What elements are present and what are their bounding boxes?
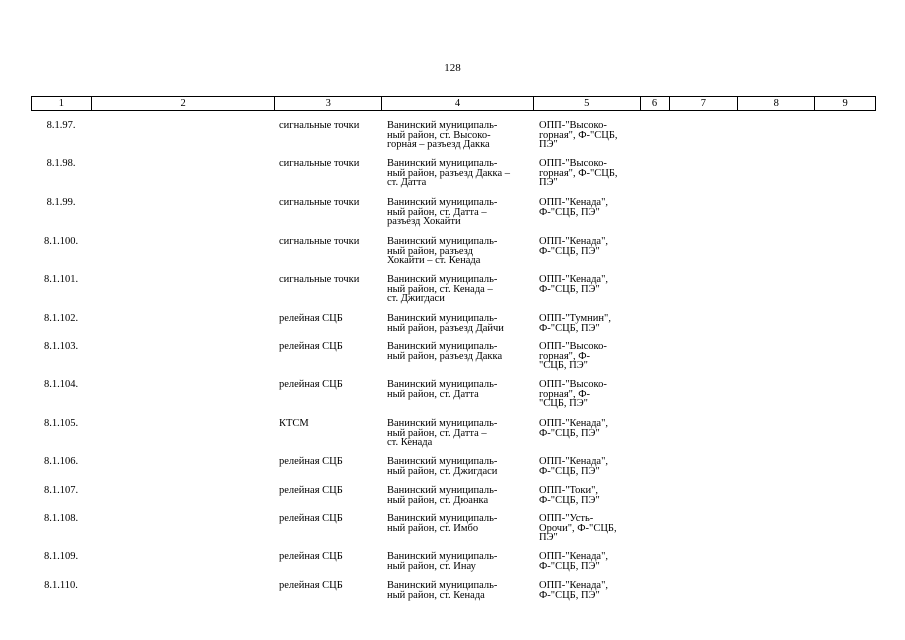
location-line: ный район, ст. Датта – <box>387 206 487 218</box>
organization-line: ОПП-"Высоко- <box>539 158 607 169</box>
organization <box>539 419 639 438</box>
location <box>387 486 535 505</box>
row-number: 8.1.101. <box>43 274 79 285</box>
row-number: 8.1.100. <box>43 236 79 247</box>
location <box>387 419 535 448</box>
organization-line: ОПП-"Кенада", <box>539 418 608 429</box>
location-line: ст. Датта <box>387 177 427 189</box>
row-number: 8.1.104. <box>43 379 79 390</box>
row-number: 8.1.99. <box>46 197 76 208</box>
location <box>387 198 535 227</box>
object-type: релейная СЦБ <box>279 313 343 324</box>
organization-line: ОПП-"Кенада", <box>539 551 608 562</box>
header-col-3: 3 <box>275 97 382 110</box>
organization-line: ПЭ" <box>539 532 558 544</box>
organization <box>539 552 639 571</box>
location <box>387 159 535 188</box>
organization-line: ОПП-"Высоко- <box>539 341 607 352</box>
table-header <box>31 96 876 111</box>
organization-line: Ф-"СЦБ, ПЭ" <box>539 322 600 334</box>
location-line: Ванинский муниципаль- <box>387 274 498 285</box>
organization-line: Ф-"СЦБ, ПЭ" <box>539 465 600 477</box>
location-line: Ванинский муниципаль- <box>387 551 498 562</box>
organization-line: ОПП-"Усть- <box>539 513 594 524</box>
header-col-8: 8 <box>738 97 815 110</box>
header-col-9: 9 <box>842 98 848 109</box>
location <box>387 237 535 266</box>
row-number: 8.1.107. <box>43 485 79 496</box>
location-line: Ванинский муниципаль- <box>387 313 498 324</box>
object-type: сигнальные точки <box>279 158 360 169</box>
location <box>387 457 535 476</box>
location <box>387 121 535 150</box>
row-number: 8.1.103. <box>43 341 79 352</box>
organization-line: Ф-"СЦБ, ПЭ" <box>539 560 600 572</box>
object-type: релейная СЦБ <box>279 580 343 591</box>
location-line: Ванинский муниципаль- <box>387 197 498 208</box>
organization <box>539 514 639 543</box>
location-line: ный район, ст. Дюанка <box>387 494 489 506</box>
location-line: Ванинский муниципаль- <box>387 456 498 467</box>
organization-line: ОПП-"Высоко- <box>539 120 607 131</box>
organization <box>539 486 639 505</box>
location-line: Ванинский муниципаль- <box>387 120 498 131</box>
location-line: ный район, ст. Датта – <box>387 427 487 439</box>
organization-line: Ф-"СЦБ, ПЭ" <box>539 283 600 295</box>
organization <box>539 581 639 600</box>
organization-line: Ф-"СЦБ, ПЭ" <box>539 494 600 506</box>
location <box>387 314 535 333</box>
object-type: релейная СЦБ <box>279 485 343 496</box>
location-line: ный район, ст. Инау <box>387 560 476 572</box>
location-line: разъезд Хокайти <box>387 216 461 228</box>
header-col-5: 5 <box>534 97 641 110</box>
location-line: Ванинский муниципаль- <box>387 485 498 496</box>
location-line: ный район, ст. Высоко- <box>387 129 491 141</box>
organization-line: Ф-"СЦБ, ПЭ" <box>539 589 600 601</box>
object-type: релейная СЦБ <box>279 341 343 352</box>
location <box>387 275 535 304</box>
organization-line: Орочи", Ф-"СЦБ, <box>539 522 617 534</box>
organization <box>539 159 639 188</box>
row-number: 8.1.110. <box>44 580 78 591</box>
header-col-1: 1 <box>32 97 92 110</box>
object-type: сигнальные точки <box>279 120 360 131</box>
location-line: ст. Джигдаси <box>387 293 445 305</box>
object-type: релейная СЦБ <box>279 456 343 467</box>
location-line: Хокайти – ст. Кенада <box>387 255 481 267</box>
organization-line: горная", Ф- <box>539 350 590 362</box>
organization-line: ОПП-"Кенада", <box>539 456 608 467</box>
location <box>387 380 535 399</box>
location-line: ный район, ст. Джигдаси <box>387 465 498 477</box>
row-number: 8.1.98. <box>46 158 76 169</box>
location-line: ст. Кенада <box>387 437 433 449</box>
location-line: Ванинский муниципаль- <box>387 418 498 429</box>
organization <box>539 457 639 476</box>
organization <box>539 314 639 333</box>
organization-line: ОПП-"Кенада", <box>539 197 608 208</box>
object-type: сигнальные точки <box>279 236 360 247</box>
object-type: сигнальные точки <box>279 274 360 285</box>
organization-line: "СЦБ, ПЭ" <box>539 398 588 410</box>
organization-line: ОПП-"Кенада", <box>539 580 608 591</box>
organization-line: ОПП-"Высоко- <box>539 379 607 390</box>
location-line: ный район, разъезд Дакка – <box>387 167 510 179</box>
organization <box>539 237 639 256</box>
organization <box>539 380 639 409</box>
location <box>387 552 535 571</box>
location-line: ный район, разъезд <box>387 245 473 257</box>
object-type: сигнальные точки <box>279 197 360 208</box>
location-line: ный район, ст. Имбо <box>387 522 479 534</box>
location-line: Ванинский муниципаль- <box>387 341 498 352</box>
header-col-6: 6 <box>641 97 670 110</box>
location <box>387 514 535 533</box>
row-number: 8.1.109. <box>43 551 79 562</box>
header-col-4: 4 <box>382 97 534 110</box>
organization-line: горная", Ф-"СЦБ, <box>539 129 618 141</box>
organization-line: ПЭ" <box>539 177 558 189</box>
location <box>387 342 535 361</box>
location-line: ный район, ст. Датта <box>387 388 479 400</box>
organization-line: "СЦБ, ПЭ" <box>539 360 588 372</box>
location-line: Ванинский муниципаль- <box>387 513 498 524</box>
organization-line: Ф-"СЦБ, ПЭ" <box>539 427 600 439</box>
organization-line: ОПП-"Кенада", <box>539 274 608 285</box>
page-number: 128 <box>444 62 461 74</box>
object-type: КТСМ <box>279 418 309 429</box>
location-line: Ванинский муниципаль- <box>387 158 498 169</box>
location-line: ный район, разъезд Дайчи <box>387 322 504 334</box>
organization-line: Ф-"СЦБ, ПЭ" <box>539 206 600 218</box>
location-line: Ванинский муниципаль- <box>387 580 498 591</box>
header-col-7: 7 <box>670 97 739 110</box>
location-line: Ванинский муниципаль- <box>387 236 498 247</box>
organization-line: ОПП-"Тумнин", <box>539 313 611 324</box>
object-type: релейная СЦБ <box>279 551 343 562</box>
organization-line: горная", Ф- <box>539 388 590 400</box>
organization-line: Ф-"СЦБ, ПЭ" <box>539 245 600 257</box>
organization-line: ПЭ" <box>539 139 558 151</box>
location-line: ный район, ст. Кенада <box>387 589 485 601</box>
row-number: 8.1.106. <box>43 456 79 467</box>
object-type: релейная СЦБ <box>279 513 343 524</box>
location-line: Ванинский муниципаль- <box>387 379 498 390</box>
row-number: 8.1.102. <box>43 313 79 324</box>
row-number: 8.1.105. <box>43 418 79 429</box>
header-col-2: 2 <box>92 97 276 110</box>
location-line: горная – разъезд Дакка <box>387 139 490 151</box>
organization-line: ОПП-"Токи", <box>539 485 599 496</box>
location-line: ный район, разъезд Дакка <box>387 350 503 362</box>
location-line: ный район, ст. Кенада – <box>387 283 493 295</box>
location <box>387 581 535 600</box>
organization <box>539 198 639 217</box>
organization <box>539 121 639 150</box>
organization-line: ОПП-"Кенада", <box>539 236 608 247</box>
organization <box>539 275 639 294</box>
organization-line: горная", Ф-"СЦБ, <box>539 167 618 179</box>
row-number: 8.1.97. <box>46 120 76 131</box>
organization <box>539 342 639 371</box>
row-number: 8.1.108. <box>43 513 79 524</box>
object-type: релейная СЦБ <box>279 379 343 390</box>
